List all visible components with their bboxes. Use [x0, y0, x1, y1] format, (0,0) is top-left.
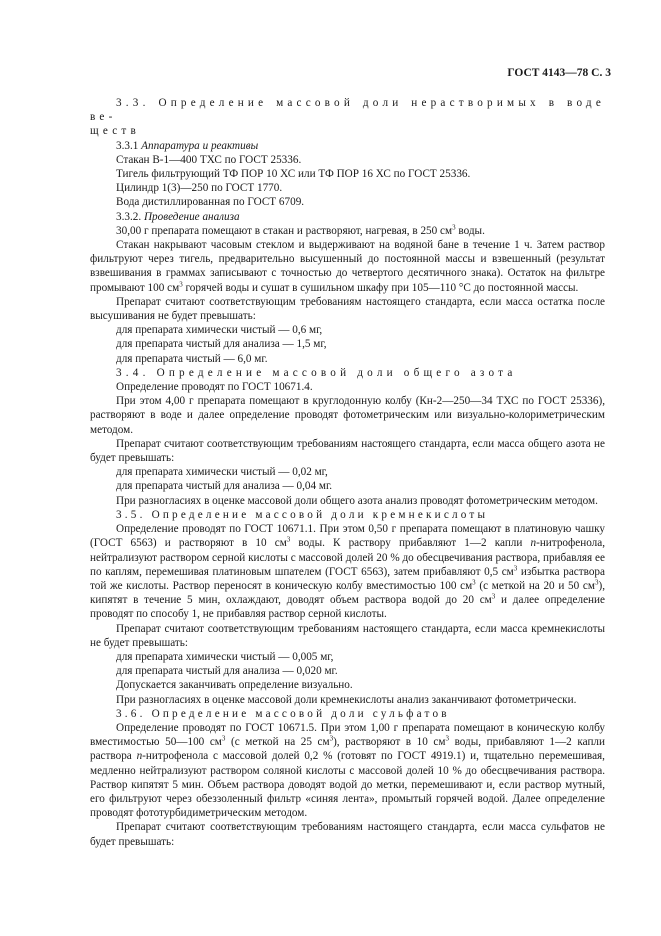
paragraph: Допускается заканчивать определение визуально.: [116, 679, 353, 692]
document-body: [90, 96, 605, 849]
apparatus-item: Цилиндр 1(3)—250 по ГОСТ 1770.: [116, 182, 283, 195]
paragraph: При разногласиях в оценке массовой доли общего азота анализ проводят фотометрическим методом.: [116, 494, 598, 507]
paragraph: Определение проводят по ГОСТ 10671.4.: [116, 381, 313, 394]
apparatus-item: Стакан В-1—400 ТХС по ГОСТ 25336.: [116, 153, 302, 166]
section-3-3-heading: 3.3. Определение массовой доли нерастворимых в воде ве- ществ: [90, 97, 605, 138]
paragraph: 30,00 г препарата помещают в стакан и растворяют, нагревая, в 250 $см^3$ воды.: [116, 223, 485, 237]
paragraph: Определение проводят по ГОСТ 10671.5. При этом 1,00 г препарата помещают в коническую колбу вместимостью 50—100 $см^3$ (с меткой на 25 $см^3$), растворяют в 10 $см^3$ воды, прибавляют 1—2 капли раствора п-нитрофенола с массовой долей 0,2 % (готовят по ГОСТ 4919.1) и, тщательно перемешивая, медленно нейтрализуют раствором соляной кислоты с массовой долей 10 % до обесцвечивания раствора. Раствор кипятят 5 мин. Объем раствора доводят водой до метки, перемешивают и, если раствор мутный, его фильтруют через обеззоленный фильтр «синяя лента», промытый горячей водой. Далее определение проводят фототурбидиметрическим методом.: [90, 721, 605, 820]
section-3-4-heading: 3.4. Определение массовой доли общего азота: [116, 366, 517, 379]
paragraph: Препарат считают соответствующим требованиям настоящего стандарта, если масса остатка после высушивания не будет превышать:: [90, 295, 605, 323]
list-item: для препарата чистый — 6,0 мг.: [116, 352, 268, 365]
apparatus-item: Вода дистиллированная по ГОСТ 6709.: [116, 196, 305, 209]
paragraph: Препарат считают соответствующим требованиям настоящего стандарта, если масса кремнекислоты не будет превышать:: [90, 622, 605, 649]
section-3-6-heading: 3.6. Определение массовой доли сульфатов: [116, 707, 450, 720]
section-3-3-1-heading: 3.3.1 Аппаратура и реактивы: [116, 139, 259, 152]
list-item: для препарата чистый для анализа — 0,020 мг.: [116, 665, 338, 678]
apparatus-item: Тигель фильтрующий ТФ ПОР 10 ХС или ТФ ПОР 16 ХС по ГОСТ 25336.: [116, 168, 471, 181]
paragraph: Препарат считают соответствующим требованиям настоящего стандарта, если масса сульфатов не будет превышать:: [90, 821, 605, 848]
list-item: для препарата химически чистый — 0,005 мг,: [116, 650, 334, 663]
paragraph: Определение проводят по ГОСТ 10671.1. При этом 0,50 г препарата помещают в платиновую чашку (ГОСТ 6563) и растворяют в 10 $см^3$ воды. К раствору прибавляют 1—2 капли п-нитрофенола, нейтрализуют раствором серной кислоты с массовой долей 20 % до обесцвечивания раствора, прибавляя ее по каплям, перемешивая платиновым шпателем (ГОСТ 6563), затем прибавляют 0,5 $см^3$ избытка раствора той же кислоты. Раствор переносят в коническую колбу вместимостью 100 $см^3$ (с меткой на 20 и 50 $см^3$), кипятят в течение 5 мин, охлаждают, доводят объем раствора водой до 20 $см^3$ и далее определение проводят по способу 1, не прибавляя раствор серной кислоты.: [90, 523, 605, 621]
list-item: для препарата химически чистый — 0,6 мг,: [116, 324, 323, 337]
paragraph: При разногласиях в оценке массовой доли кремнекислоты анализ заканчивают фотометрически.: [116, 693, 577, 706]
list-item: для препарата чистый для анализа — 0,04 мг.: [116, 480, 333, 493]
list-item: для препарата чистый для анализа — 1,5 мг,: [116, 338, 327, 351]
list-item: для препарата химически чистый — 0,02 мг,: [116, 466, 328, 479]
page-header: ГОСТ 4143—78 С. 3: [507, 67, 611, 79]
section-3-5-heading: 3.5. Определение массовой доли кремнекислоты: [116, 508, 489, 521]
section-3-3-2-heading: 3.3.2. Проведение анализа: [116, 210, 240, 223]
paragraph: Стакан накрывают часовым стеклом и выдерживают на водяной бане в течение 1 ч. Затем раствор фильтруют через тигель, предварительно высушенный до постоянной массы и взвешенный (результат взвешивания в граммах записывают с точностью до четвертого десятичного знака). Остаток на фильтре промывают 100 $см^3$ горячей воды и сушат в сушильном шкафу при 105—110 °С до постоянной массы.: [90, 239, 605, 294]
paragraph: При этом 4,00 г препарата помещают в круглодонную колбу (Кн-2—250—34 ТХС по ГОСТ 25336), растворяют в воде и далее определение проводят фотометрическим или визуально-колориметрическим методом.: [90, 395, 605, 436]
paragraph: Препарат считают соответствующим требованиям настоящего стандарта, если масса общего азота не будет превышать:: [90, 437, 605, 465]
